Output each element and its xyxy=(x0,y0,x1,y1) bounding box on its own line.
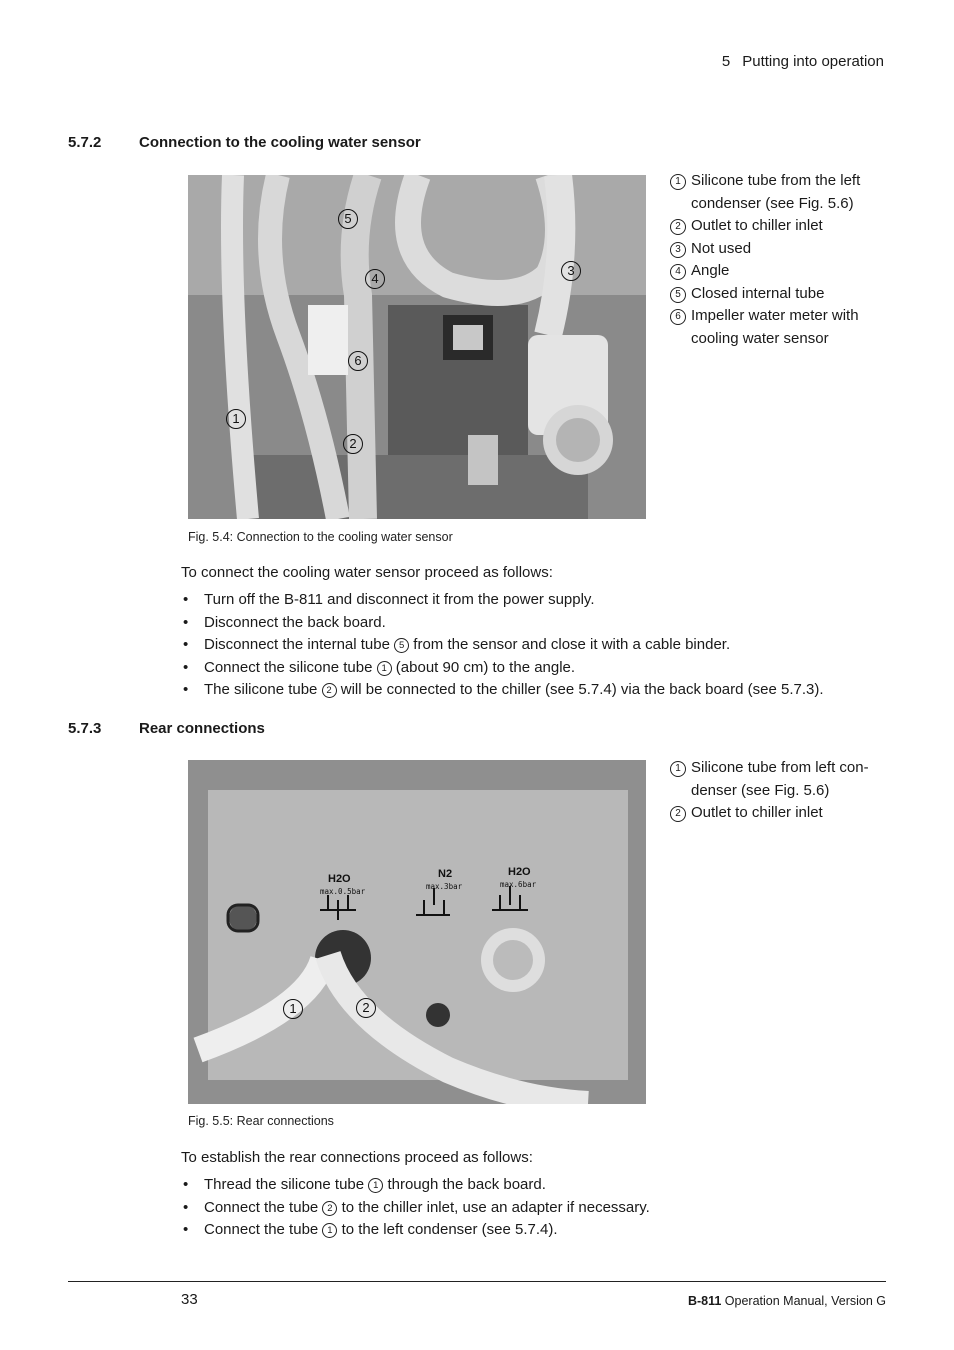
photo-cooling-sensor-illustration xyxy=(188,175,646,519)
intro-text: To connect the cooling water sensor proceed as follows: xyxy=(181,564,553,581)
legend-cooling-sensor xyxy=(670,170,885,350)
photo-rear-connections xyxy=(188,760,646,1104)
section-heading-cooling-sensor xyxy=(68,134,421,151)
step-item xyxy=(181,612,824,635)
inline-number: 5 xyxy=(394,638,409,653)
legend-item xyxy=(670,802,885,825)
step-text: will be connected to the chiller (see 5.7.4) via the back board (see 5.7.3). xyxy=(336,681,824,698)
step-item xyxy=(181,589,824,612)
step-text: through the back board. xyxy=(383,1176,546,1193)
legend-text: Angle xyxy=(691,262,730,279)
panel-label-h2o-out: H2O xyxy=(508,866,531,878)
inline-number: 2 xyxy=(322,683,337,698)
section-title: Connection to the cooling water sensor xyxy=(139,134,421,151)
step-text: to the left condenser (see 5.7.4). xyxy=(337,1221,558,1238)
legend-number: 5 xyxy=(670,287,686,303)
photo-callout-2: 2 xyxy=(356,998,376,1018)
legend-number: 4 xyxy=(670,264,686,280)
legend-text: Outlet to chiller inlet xyxy=(691,804,823,821)
chapter-number: 5 xyxy=(721,53,731,70)
running-header xyxy=(722,53,884,70)
steps-cooling-sensor xyxy=(181,589,824,702)
page-number: 33 xyxy=(181,1291,198,1308)
step-item xyxy=(181,679,824,702)
panel-label-n2-max: max.3bar xyxy=(426,882,463,891)
legend-item xyxy=(670,260,885,283)
legend-text: Not used xyxy=(691,239,752,257)
figure-caption: Fig. 5.5: Rear connections xyxy=(188,1114,334,1128)
step-text: Disconnect the back board. xyxy=(204,613,386,631)
legend-text: Silicone tube from left con-denser (see Fig. 5.6) xyxy=(691,759,869,799)
step-text: Connect the tube xyxy=(204,1221,323,1238)
photo-callout-4: 4 xyxy=(365,269,385,289)
inline-number: 1 xyxy=(322,1223,337,1238)
legend-text: Outlet to chiller inlet xyxy=(691,217,823,234)
footer-divider xyxy=(68,1281,886,1282)
legend-text: Silicone tube from the left condenser (see Fig. 5.6) xyxy=(691,172,861,212)
photo-rear-illustration xyxy=(188,760,646,1104)
legend-number: 3 xyxy=(670,242,686,258)
photo-callout-6: 6 xyxy=(348,351,368,371)
steps-rear-connections xyxy=(181,1174,650,1242)
photo-callout-2: 2 xyxy=(343,434,363,454)
panel-label-h2o-in: H2O xyxy=(328,873,351,885)
figure-caption: Fig. 5.4: Connection to the cooling water sensor xyxy=(188,530,453,544)
step-item xyxy=(181,634,824,657)
legend-item xyxy=(670,238,885,261)
legend-item xyxy=(670,283,885,306)
inline-number: 1 xyxy=(377,661,392,676)
intro-text: To establish the rear connections proceed as follows: xyxy=(181,1149,533,1166)
legend-number: 1 xyxy=(670,761,686,777)
step-text: Connect the silicone tube xyxy=(204,658,377,676)
step-text: Turn off the B-811 and disconnect it from the power supply. xyxy=(204,591,595,608)
chapter-title: Putting into operation xyxy=(742,53,884,70)
panel-label-h2o-in-max: max.0.5bar xyxy=(320,887,366,896)
photo-callout-1: 1 xyxy=(226,409,246,429)
inline-number: 1 xyxy=(368,1178,383,1193)
photo-callout-3: 3 xyxy=(561,261,581,281)
step-text: Thread the silicone tube xyxy=(204,1176,369,1193)
step-text: The silicone tube xyxy=(204,681,322,698)
legend-number: 1 xyxy=(670,174,686,190)
step-text: from the sensor and close it with a cable binder. xyxy=(409,636,731,653)
step-item xyxy=(181,657,824,680)
product-name: B-811 xyxy=(687,1294,722,1308)
footer-doc-title xyxy=(688,1294,886,1308)
photo-callout-5: 5 xyxy=(338,209,358,229)
photo-cooling-sensor xyxy=(188,175,646,519)
step-text: Disconnect the internal tube xyxy=(204,636,395,653)
photo-callout-1: 1 xyxy=(283,999,303,1019)
step-item xyxy=(181,1197,650,1220)
legend-number: 2 xyxy=(670,219,686,235)
section-number: 5.7.2 xyxy=(68,134,102,151)
legend-item xyxy=(670,757,885,802)
step-text: (about 90 cm) to the angle. xyxy=(391,658,576,676)
panel-label-h2o-out-max: max.6bar xyxy=(500,880,537,889)
section-heading-rear-connections xyxy=(68,720,265,737)
section-title: Rear connections xyxy=(139,720,265,737)
doc-version: Operation Manual, Version G xyxy=(724,1294,886,1308)
step-item xyxy=(181,1174,650,1197)
panel-label-n2: N2 xyxy=(438,868,453,880)
legend-number: 6 xyxy=(670,309,686,325)
legend-item xyxy=(670,215,885,238)
legend-text: Impeller water meter with cooling water sensor xyxy=(691,307,859,347)
legend-item xyxy=(670,170,885,215)
step-item xyxy=(181,1219,650,1242)
step-text: Connect the tube xyxy=(204,1198,323,1216)
inline-number: 2 xyxy=(322,1201,337,1216)
legend-text: Closed internal tube xyxy=(691,284,825,302)
legend-number: 2 xyxy=(670,806,686,822)
legend-rear-connections xyxy=(670,757,885,825)
section-number: 5.7.3 xyxy=(68,720,102,737)
step-text: to the chiller inlet, use an adapter if necessary. xyxy=(337,1198,650,1216)
legend-item xyxy=(670,305,885,350)
